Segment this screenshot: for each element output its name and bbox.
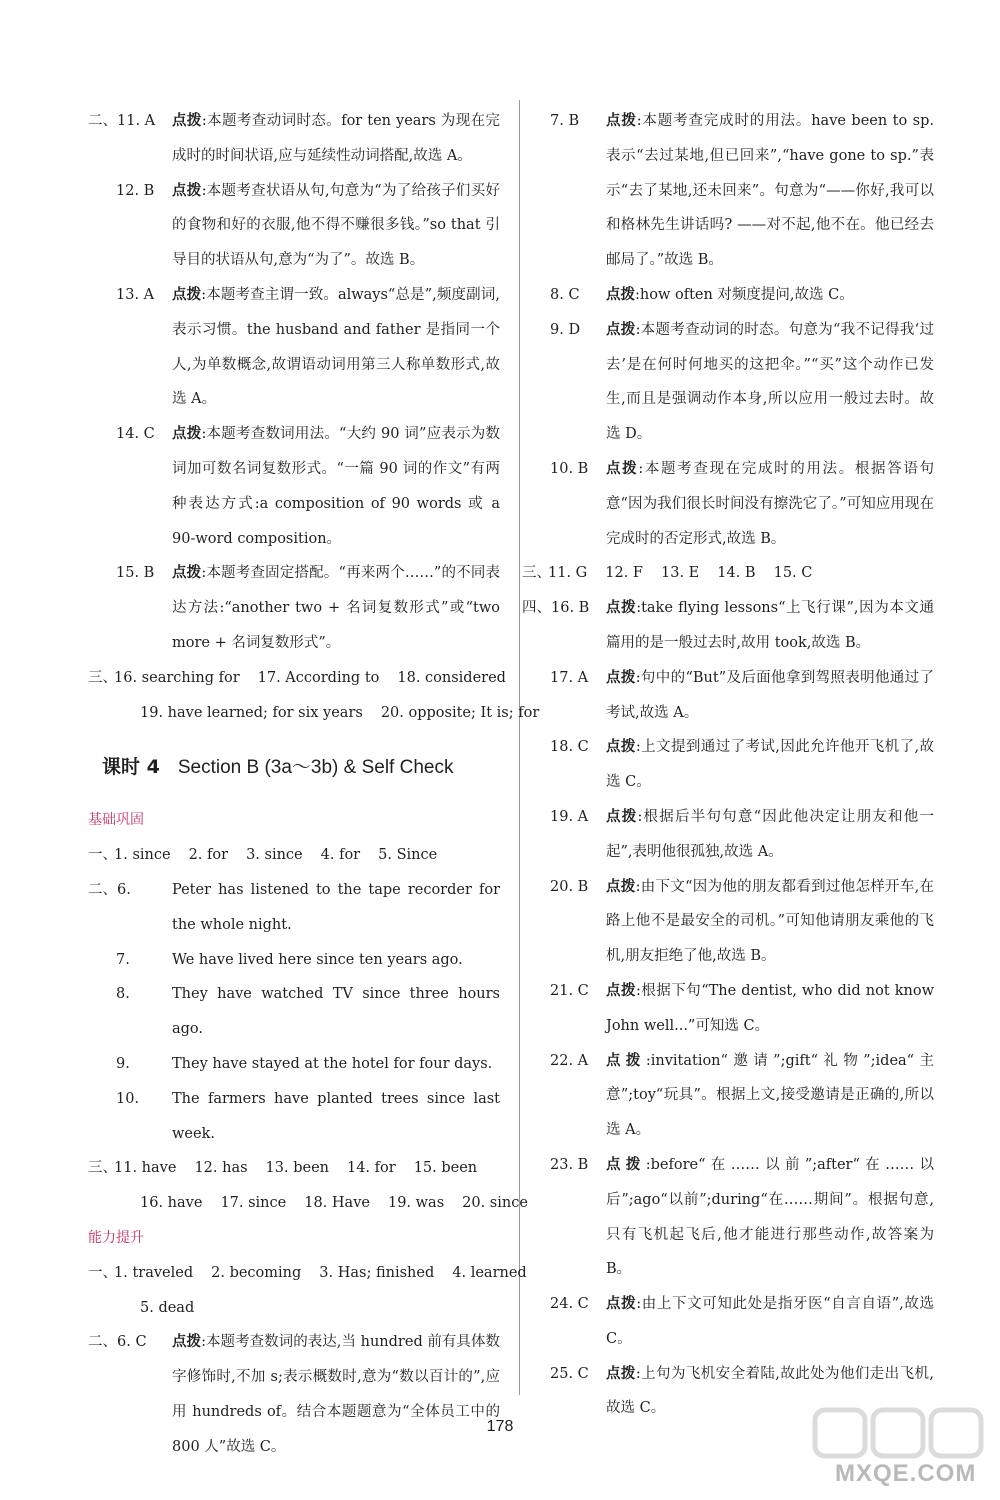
answer-entry: 1. traveled bbox=[114, 1264, 194, 1281]
answer-entry: 19. was bbox=[387, 1195, 445, 1212]
answer-row: 三、16. searching for 17. According to 18. considered bbox=[88, 669, 506, 686]
answer-number: 24. C bbox=[550, 1296, 589, 1313]
answer-explanation: 点拨:本题考查主谓一致。always“总是”,频度副词,表示习惯。the husband and father 是指同一个人,为单数概念,故谓语动词用第三人称单数形式,故选 A。 bbox=[172, 285, 500, 408]
answer-item bbox=[116, 1082, 500, 1152]
answer-entry: 13. been bbox=[265, 1160, 329, 1177]
answer-explanation: 点拨:invitation“邀请”;gift“礼物”;idea“主意”;toy“玩具”。根据上文,接受邀请是正确的,所以选 A。 bbox=[606, 1051, 934, 1139]
answer-item bbox=[550, 730, 934, 800]
answer-explanation: 点拨:根据下句“The dentist, who did not know John well...”可知选 C。 bbox=[606, 981, 934, 1034]
answer-entry: 16. searching for bbox=[114, 669, 240, 686]
answer-number: 19. A bbox=[550, 808, 589, 825]
answer-item bbox=[116, 278, 500, 417]
answer-item bbox=[116, 174, 500, 278]
answer-entry: 14. for bbox=[346, 1160, 396, 1177]
answer-row bbox=[114, 1291, 500, 1326]
answer-entry: 17. since bbox=[220, 1195, 287, 1212]
answer-explanation: 点拨:根据后半句句意“因此他决定让朋友和他一起”,表明他很孤独,故选 A。 bbox=[606, 807, 935, 860]
lesson-label: 课时 4 bbox=[102, 756, 160, 779]
answer-item bbox=[116, 556, 500, 660]
answer-number: 18. C bbox=[550, 739, 589, 756]
answer-entry: 18. Have bbox=[304, 1195, 370, 1212]
answer-entry: 18. considered bbox=[397, 669, 506, 686]
answer-explanation: 点拨:本题考查数词用法。“大约 90 词”应表示为数词加可数名词复数形式。“一篇 90 词的作文”有两种表达方式:a composition of 90 words 或 a 90-word composition。 bbox=[172, 425, 500, 547]
answer-entry: 11. have bbox=[114, 1160, 177, 1177]
answer-number: 二、11. A bbox=[88, 113, 156, 129]
answer-item bbox=[88, 873, 500, 943]
answer-item bbox=[550, 1148, 934, 1287]
answer-number: 23. B bbox=[550, 1156, 589, 1173]
answer-explanation: They have stayed at the hotel for four days. bbox=[172, 1055, 493, 1072]
answer-explanation: 点拨:本题考查现在完成时的用法。根据答语句意“因为我们很长时间没有擦洗它了。”可知应用现在完成时的否定形式,故选 B。 bbox=[606, 459, 934, 547]
answer-item bbox=[550, 313, 934, 452]
answer-entry: 20. since bbox=[462, 1195, 528, 1212]
answer-item bbox=[550, 104, 934, 278]
answer-explanation: 点拨:由下文“因为他的朋友都看到过他怎样开车,在路上他不是最安全的司机。”可知他请朋友乘他的飞机,朋友拒绝了他,故选 B。 bbox=[606, 877, 935, 965]
answer-row: 三、11. have 12. has 13. been 14. for 15. been bbox=[88, 1160, 478, 1177]
answer-item bbox=[550, 661, 934, 731]
answer-entry: 15. been bbox=[413, 1160, 478, 1177]
answer-row bbox=[114, 696, 540, 731]
answer-item bbox=[116, 977, 500, 1047]
answer-item bbox=[522, 591, 934, 661]
answer-number: 15. B bbox=[116, 565, 155, 582]
answer-entry: 17. According to bbox=[257, 669, 380, 686]
section-subheading: 基础巩固 bbox=[88, 812, 144, 829]
answer-explanation: 点拨:本题考查动词的时态。句意为“我不记得我‘过去’是在何时何地买的这把伞。”“买”这个动作已发生,而且是强调动作本身,所以应用一般过去时。故选 D。 bbox=[606, 320, 935, 443]
answer-entry: 4. learned bbox=[452, 1264, 527, 1281]
watermark-text: MXQE.COM bbox=[835, 1460, 977, 1487]
answer-explanation: 点拨:句中的“But”及后面他拿到驾照表明他通过了考试,故选 A。 bbox=[606, 668, 935, 721]
answer-item bbox=[550, 870, 934, 974]
answer-number: 7. bbox=[116, 951, 130, 968]
answer-entry: 13. E bbox=[661, 565, 700, 582]
right-column bbox=[522, 104, 935, 1426]
answer-number: 20. B bbox=[550, 878, 589, 895]
answer-number: 二、6. bbox=[88, 881, 131, 898]
answer-number: 25. C bbox=[550, 1365, 589, 1382]
lesson-title: Section B (3a～3b) & Self Check bbox=[177, 757, 454, 779]
answer-entry: 12. F bbox=[605, 565, 643, 582]
answer-explanation: 点拨:本题考查状语从句,句意为“为了给孩子们买好的食物和好的衣服,他不得不赚很多钱。”so that 引导目的状语从句,意为“为了”。故选 B。 bbox=[172, 181, 501, 269]
answer-item bbox=[550, 1287, 934, 1357]
answer-number: 四、16. B bbox=[522, 600, 590, 617]
left-column bbox=[88, 104, 540, 1464]
answer-entry: 2. becoming bbox=[211, 1264, 302, 1281]
answer-number: 二、6. C bbox=[88, 1334, 147, 1351]
answer-entry: 14. B bbox=[717, 565, 756, 582]
answer-number: 21. C bbox=[550, 982, 589, 999]
answer-row: 一、1. since 2. for 3. since 4. for 5. Since bbox=[88, 847, 438, 864]
answer-explanation: We have lived here since ten years ago. bbox=[172, 951, 463, 968]
answer-row bbox=[114, 1186, 528, 1221]
answer-explanation: The farmers have planted trees since last week. bbox=[172, 1090, 500, 1142]
answer-explanation: 点拨:本题考查固定搭配。“再来两个……”的不同表达方法:“another two + 名词复数形式”或“two more + 名词复数形式”。 bbox=[172, 564, 501, 651]
answer-row: 一、1. traveled 2. becoming 3. Has; finished 4. learned bbox=[88, 1264, 527, 1281]
answer-entry: 11. G bbox=[548, 565, 588, 582]
answer-item bbox=[550, 1044, 934, 1148]
answer-entry: 1. since bbox=[114, 847, 171, 864]
answer-item bbox=[116, 417, 500, 556]
answer-row: 三、11. G 12. F 13. E 14. B 15. C bbox=[522, 565, 813, 582]
answer-explanation: 点拨:由上下文可知此处是指牙医“自言自语”,故选 C。 bbox=[606, 1295, 934, 1347]
answer-explanation: They have watched TV since three hours ago. bbox=[172, 986, 500, 1038]
answer-explanation: 点拨:上句为飞机安全着陆,故此处为他们走出飞机,故选 C。 bbox=[606, 1364, 935, 1417]
answer-number: 9. bbox=[116, 1055, 130, 1072]
answer-number: 22. A bbox=[550, 1052, 589, 1069]
answer-number: 13. A bbox=[116, 286, 155, 303]
answer-number: 12. B bbox=[116, 182, 155, 199]
answer-explanation: 点拨:本题考查数词的表达,当 hundred 前有具体数字修饰时,不加 s;表示概数时,意为“数以百计的”,应用 hundreds of。结合本题题意为“全体员工中的 800 人”故选 C。 bbox=[172, 1333, 501, 1455]
answer-number: 14. C bbox=[116, 426, 155, 443]
answer-explanation: Peter has listened to the tape recorder for the whole night. bbox=[172, 881, 500, 933]
answer-entry: 16. have bbox=[140, 1195, 203, 1212]
answer-explanation: 点拨:how often 对频度提问,故选 C。 bbox=[606, 285, 854, 303]
lesson-heading bbox=[102, 742, 500, 793]
answer-entry: 12. has bbox=[194, 1160, 248, 1177]
answer-entry: 15. C bbox=[773, 565, 813, 582]
answer-item bbox=[550, 800, 934, 870]
page-number: 178 bbox=[486, 1418, 514, 1435]
answer-explanation: 点拨:take flying lessons“上飞行课”,因为本文通篇用的是一般过去时,故用 took,故选 B。 bbox=[606, 599, 935, 651]
answer-explanation: 点拨:before“在……以前”;after“在……以后”;ago“以前”;during“在……期间”。根据句意,只有飞机起飞后,他才能进行那些动作,故答案为 B。 bbox=[606, 1155, 934, 1278]
answer-item bbox=[88, 1325, 500, 1464]
answer-item bbox=[550, 452, 934, 556]
answer-entry: 3. Has; finished bbox=[319, 1264, 435, 1281]
answer-entry: 19. have learned; for six years bbox=[140, 704, 363, 721]
section-subheading: 能力提升 bbox=[88, 1229, 144, 1246]
answer-item bbox=[116, 1047, 500, 1082]
answer-entry: 3. since bbox=[246, 847, 303, 864]
answer-item bbox=[116, 943, 500, 978]
answer-entry: 5. Since bbox=[378, 847, 438, 864]
answer-number: 7. B bbox=[550, 113, 580, 129]
answer-number: 9. D bbox=[550, 321, 581, 338]
answer-number: 17. A bbox=[550, 669, 589, 686]
answer-number: 8. C bbox=[550, 286, 580, 303]
answer-explanation: 点拨:上文提到通过了考试,因此允许他开飞机了,故选 C。 bbox=[606, 738, 935, 791]
answer-entry: 20. opposite; It is; for bbox=[380, 704, 540, 721]
answer-item bbox=[550, 278, 934, 313]
answer-entry: 2. for bbox=[188, 847, 229, 864]
answer-number: 10. B bbox=[550, 460, 589, 477]
answer-item bbox=[550, 974, 934, 1044]
answer-entry: 5. dead bbox=[140, 1299, 195, 1316]
answer-number: 8. bbox=[116, 986, 130, 1003]
answer-entry: 4. for bbox=[320, 847, 361, 864]
answer-number: 10. bbox=[116, 1090, 140, 1107]
answer-item bbox=[88, 104, 500, 174]
answer-explanation: 点拨:本题考查完成时的用法。have been to sp. 表示“去过某地,但已回来”,“have gone to sp.”表示“去了某地,还未回来”。句意为“——你好,我可以和格林先生讲话吗? ——对不起,他不在。他已经去邮局了。”故选 B。 bbox=[606, 112, 935, 269]
answer-explanation: 点拨:本题考查动词时态。for ten years 为现在完成时的时间状语,应与延续性动词搭配,故选 A。 bbox=[172, 112, 501, 164]
